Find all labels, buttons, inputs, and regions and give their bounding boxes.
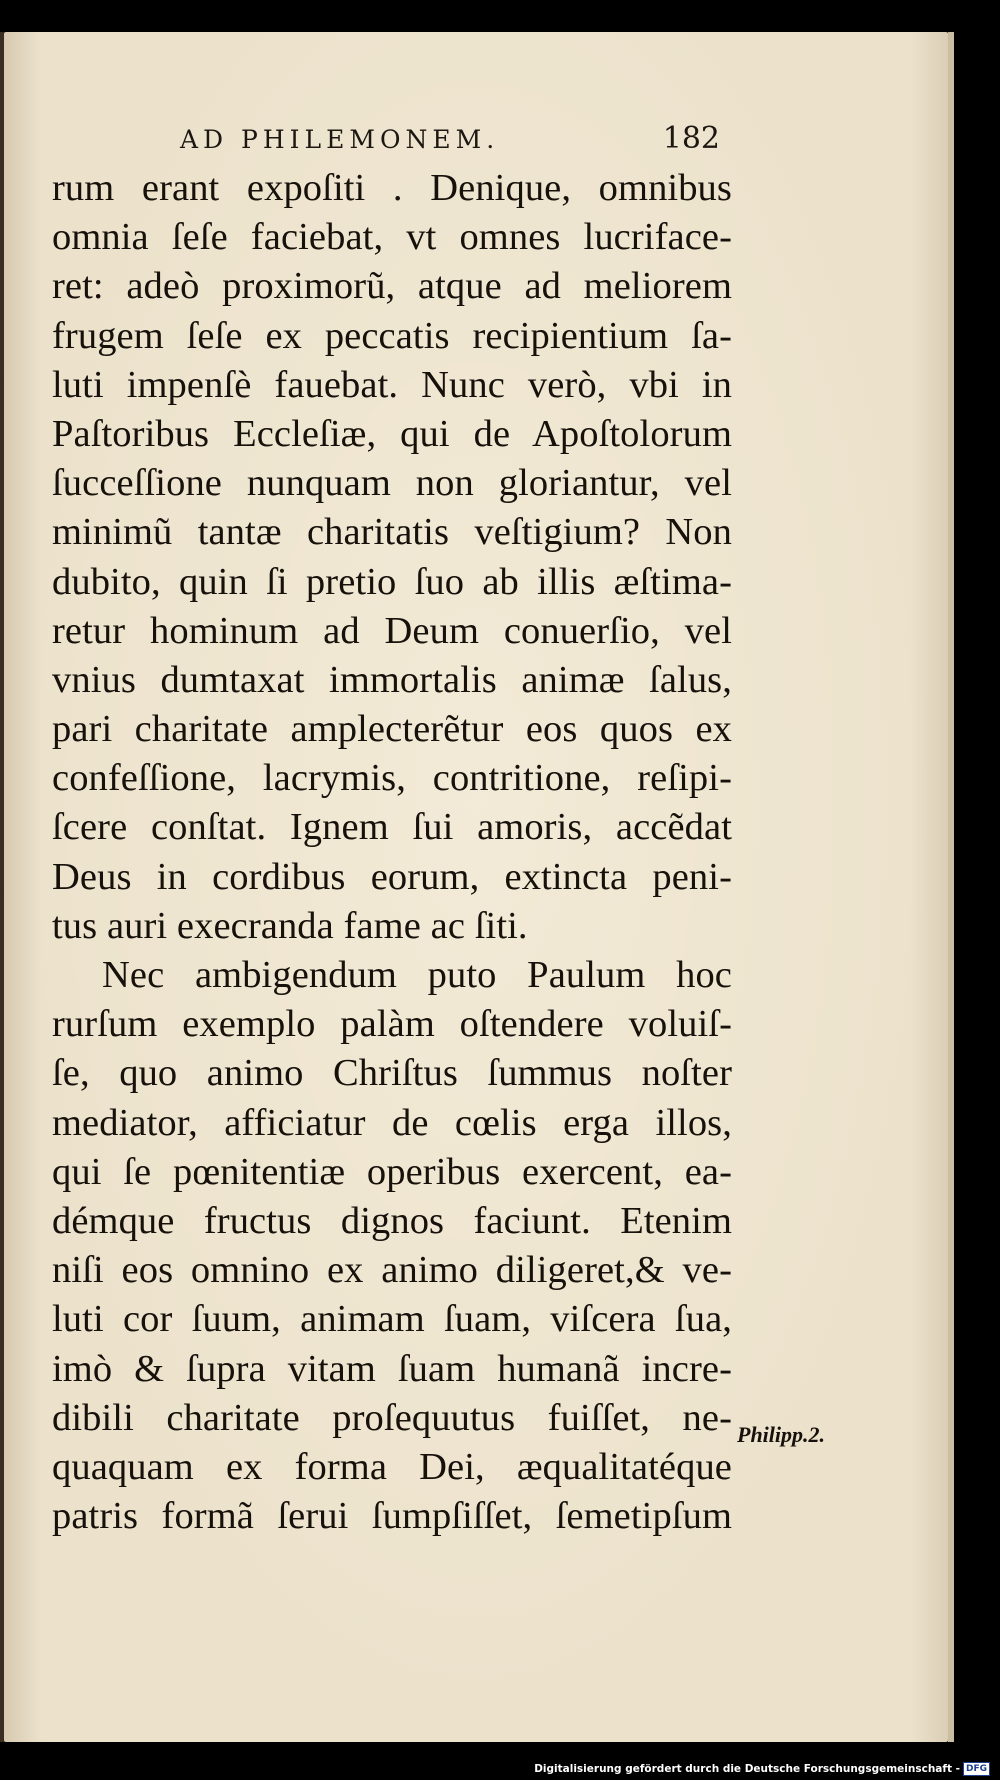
text-line: Paſtoribus Eccleſiæ, qui de Apoſtolorum (52, 412, 732, 455)
text-line: confeſſione, lacrymis, contritione, reſipi- (52, 757, 732, 800)
text-line: dibili charitate proſequutus fuiſſet, ne- (52, 1396, 732, 1439)
digitization-footer (534, 1761, 990, 1777)
running-title: AD PHILEMONEM. (180, 125, 500, 154)
text-line: niſi eos omnino ex animo diligeret,& ve- (52, 1249, 732, 1292)
text-line: pari charitate amplecterẽtur eos quos ex (52, 708, 732, 751)
paragraph-first-line: Nec ambigendum puto Paulum hoc (102, 954, 732, 996)
text-line: qui ſe pœnitentiæ operibus exercent, ea- (52, 1150, 732, 1193)
text-line: ſucceſſione nunquam non gloriantur, vel (52, 462, 732, 505)
text-line: frugem ſeſe ex peccatis recipientium ſa- (52, 314, 732, 357)
text-line: imò & ſupra vitam ſuam humanã incre- (52, 1347, 732, 1390)
page-number: 182 (662, 121, 720, 156)
text-line: ſcere conſtat. Ignem ſui amoris, accẽdat (52, 806, 732, 849)
text-line: omnia ſeſe faciebat, vt omnes lucriface- (52, 216, 732, 259)
text-line: patris formã ſerui ſumpſiſſet, ſemetipſum (52, 1495, 732, 1538)
text-line: vnius dumtaxat immortalis animæ ſalus, (52, 658, 732, 701)
body-text (52, 164, 732, 1541)
text-line: ret: adeò proximorũ, atque ad meliorem (52, 265, 732, 308)
text-line: minimũ tantæ charitatis veſtigium? Non (52, 511, 732, 554)
footer-credit: Digitalisierung gefördert durch die Deutsche Forschungsgemeinschaft - (534, 1763, 960, 1775)
text-line: retur hominum ad Deum conuerſio, vel (52, 609, 732, 652)
page-header (180, 121, 720, 159)
text-line: ſe, quo animo Chriſtus ſummus noſter (52, 1052, 732, 1095)
text-line: mediator, afficiatur de cœlis erga illos, (52, 1101, 732, 1144)
page-edge (948, 32, 954, 1742)
text-line: démque fructus dignos faciunt. Etenim (52, 1199, 732, 1242)
paragraph-last-line: tus auri execranda fame ac ſiti. (52, 904, 528, 947)
text-line: dubito, quin ſi pretio ſuo ab illis æſtima- (52, 560, 732, 603)
text-line: luti cor ſuum, animam ſuam, viſcera ſua, (52, 1298, 732, 1341)
text-line: luti impenſè fauebat. Nunc verò, vbi in (52, 363, 732, 406)
text-line: Deus in cordibus eorum, extincta peni- (52, 855, 732, 898)
dfg-logo[interactable]: DFG (963, 1762, 990, 1776)
margin-note: Philipp.2. (737, 1422, 826, 1447)
text-line: rurſum exemplo palàm oſtendere voluiſ- (52, 1003, 732, 1046)
text-line: rum erant expoſiti . Denique, omnibus (52, 167, 732, 209)
text-line: quaquam ex forma Dei, æqualitatéque (52, 1445, 732, 1488)
